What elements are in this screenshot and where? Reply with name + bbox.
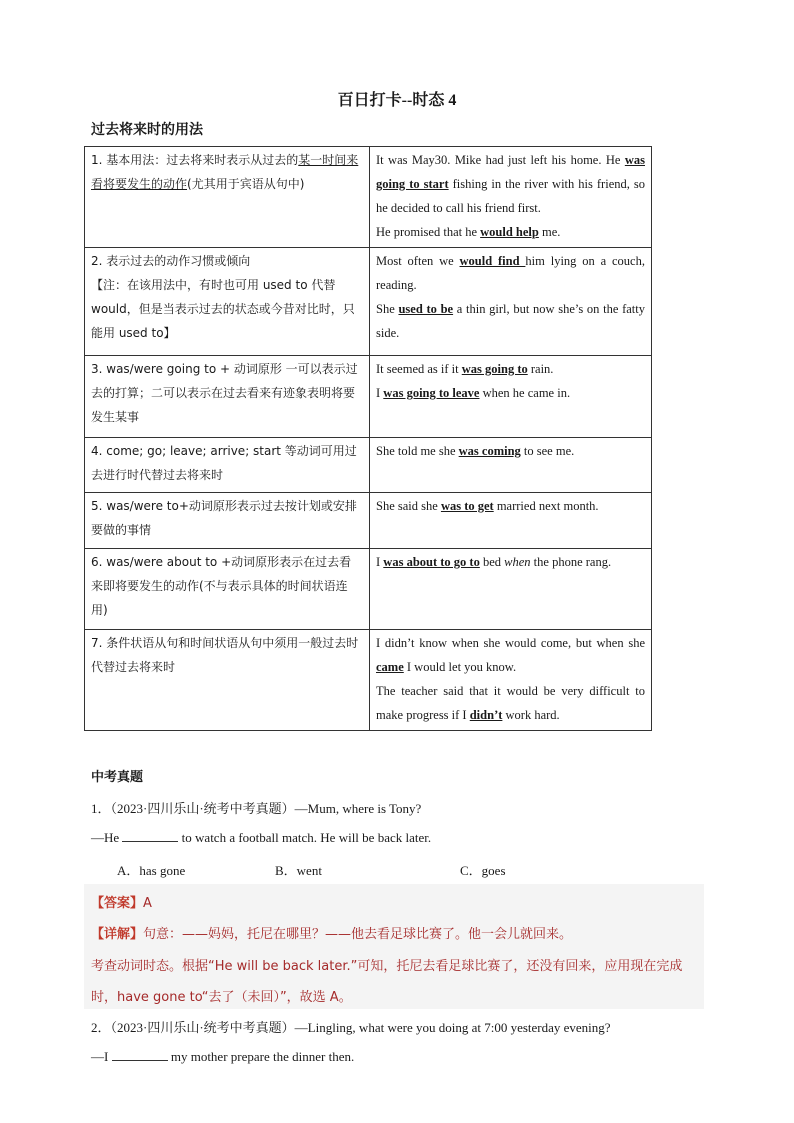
keyword: came	[376, 660, 404, 674]
example-text: bed	[479, 555, 505, 569]
option-c: C．goes	[460, 863, 506, 878]
rule-cell	[85, 147, 370, 248]
rule-cell	[85, 248, 370, 356]
detail-line	[91, 923, 572, 942]
keyword: was coming	[458, 444, 521, 458]
example-text: I	[376, 555, 384, 569]
page-title: 百日打卡--时态 4	[337, 92, 457, 109]
example-text: rain.	[527, 362, 554, 376]
question-text: my mother prepare the dinner then.	[167, 1049, 355, 1064]
example-text: fishing in the river with his friend, so he decided to call his friend first.	[376, 177, 645, 215]
rule-underlined: 某一时间来看将要发生的动作	[91, 153, 359, 191]
table-row	[85, 438, 652, 493]
example-text: She	[376, 302, 399, 316]
keyword: was going to	[461, 362, 528, 376]
example-text: She said she	[376, 499, 441, 513]
example-text: It seemed as if it	[376, 362, 462, 376]
example-text: a thin girl, but now she’s on the fatty side.	[376, 302, 646, 340]
example-text: married next month.	[493, 499, 599, 513]
table-row	[85, 630, 652, 731]
example-cell	[370, 493, 652, 549]
rule-text: (尤其用于宾语从句中)	[187, 177, 305, 191]
example-text: to see me.	[520, 444, 575, 458]
keyword: was going to start	[376, 153, 645, 191]
example-italic: when	[504, 555, 531, 569]
answer-tag: 【答案】	[91, 896, 144, 911]
section-heading: 过去将来时的用法	[91, 123, 203, 138]
detail-line: 时，have gone to“去了（未回）”，故选 A。	[91, 990, 352, 1005]
table-row	[85, 549, 652, 630]
rule-cell: 3. was/were going to + 动词原形 一可以表示过去的打算；二可以表示在过去看来有迹象表明将要发生某事	[85, 356, 370, 438]
question-text: —I	[91, 1049, 112, 1064]
answer-value: A	[143, 896, 152, 911]
example-text: I didn’t know when she would come, but when she	[376, 636, 645, 650]
example-cell	[370, 630, 652, 731]
rule-cell: 7. 条件状语从句和时间状语从句中须用一般过去时代替过去将来时	[85, 630, 370, 731]
answer-blank	[122, 829, 178, 842]
option-a: A．has gone	[117, 863, 186, 878]
option-b: B．went	[275, 863, 322, 878]
keyword: was going to leave	[383, 386, 480, 400]
detail-tag: 【详解】	[91, 927, 144, 942]
rule-text: 1. 基本用法：过去将来时表示从过去的	[91, 153, 299, 167]
example-cell	[370, 438, 652, 493]
rule-cell: 6. was/were about to +动词原形表示在过去看来即将要发生的动作(不与表示具体的时间状语连用)	[85, 549, 370, 630]
answer-blank	[112, 1048, 168, 1061]
example-text: He promised that he	[376, 225, 481, 239]
keyword: was about to go to	[383, 555, 480, 569]
example-text: work hard.	[502, 708, 560, 722]
answer-line	[91, 892, 152, 911]
example-text: I	[376, 386, 384, 400]
question-text: —He	[91, 830, 123, 845]
keyword: would find	[459, 254, 526, 268]
example-cell	[370, 248, 652, 356]
example-text: Most often we	[376, 254, 460, 268]
question-1-line	[91, 829, 431, 846]
question-2-stem: 2．（2023·四川乐山·统考中考真题）—Lingling, what were you doing at 7:00 yesterday evening?	[91, 1020, 611, 1035]
keyword: was to get	[440, 499, 494, 513]
example-text: I would let you know.	[403, 660, 517, 674]
example-text: It was May30. Mike had just left his home. He	[376, 153, 625, 167]
example-cell	[370, 549, 652, 630]
example-text: me.	[538, 225, 561, 239]
rule-note: 【注：在该用法中，有时也可用 used to 代替would，但是当表示过去的状态或今昔对比时，只能用 used to】	[91, 278, 355, 340]
options	[117, 860, 617, 880]
exam-heading: 中考真题	[91, 769, 144, 784]
example-text: when he came in.	[479, 386, 571, 400]
rule-cell: 4. come; go; leave; arrive; start 等动词可用过去进行时代替过去将来时	[85, 438, 370, 493]
table-row	[85, 356, 652, 438]
detail-line: 考查动词时态。根据“He will be back later.”可知，托尼去看足球比赛了，还没有回来，应用现在完成	[91, 959, 683, 974]
question-text: to watch a football match. He will be back later.	[178, 830, 432, 845]
example-text: The teacher said that it would be very difficult to make progress if I	[376, 684, 645, 722]
rule-cell: 5. was/were to+动词原形表示过去按计划或安排要做的事情	[85, 493, 370, 549]
detail-text: 句意：——妈妈，托尼在哪里？——他去看足球比赛了。他一会儿就回来。	[143, 927, 573, 942]
rule-text: 2. 表示过去的动作习惯或倾向	[91, 254, 251, 268]
keyword: would help	[480, 225, 539, 239]
keyword: didn’t	[469, 708, 503, 722]
grammar-table	[84, 146, 652, 731]
example-cell	[370, 147, 652, 248]
example-cell	[370, 356, 652, 438]
table-row	[85, 147, 652, 248]
table-row	[85, 493, 652, 549]
example-text: She told me she	[376, 444, 459, 458]
example-text: the phone rang.	[530, 555, 612, 569]
question-2-line	[91, 1048, 354, 1065]
table-row	[85, 248, 652, 356]
question-1-stem: 1．（2023·四川乐山·统考中考真题）—Mum, where is Tony?	[91, 801, 422, 816]
example-text: him lying on a couch, reading.	[376, 254, 645, 292]
keyword: used to be	[398, 302, 454, 316]
